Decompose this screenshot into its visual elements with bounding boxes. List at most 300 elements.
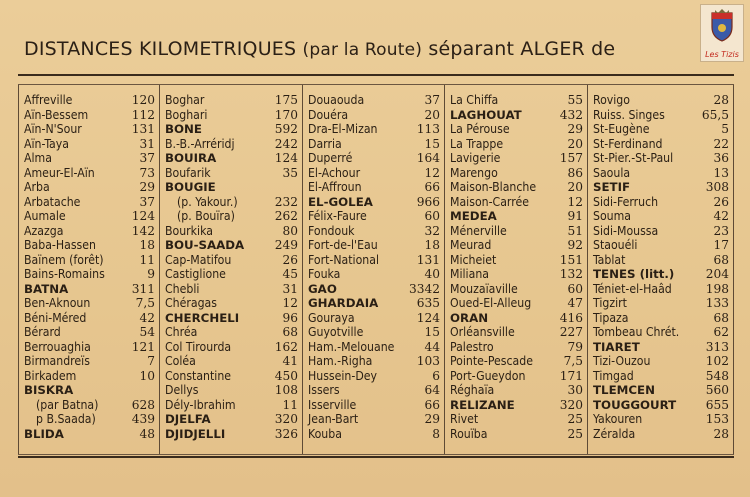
table-row [165, 427, 298, 442]
table-row [593, 325, 729, 340]
distance-km: 37 [424, 93, 440, 107]
table-row [308, 166, 440, 181]
column-1 [18, 85, 159, 454]
town-name: Meurad [450, 238, 492, 252]
distance-km: 592 [274, 122, 298, 136]
table-row [593, 398, 729, 413]
town-name: Boufarik [165, 165, 211, 180]
distance-km: 37 [139, 194, 155, 209]
town-name: El-Achour [308, 165, 361, 180]
table-row [24, 122, 155, 137]
town-name: GAO [308, 281, 337, 296]
table-row [450, 398, 583, 413]
town-name: Darria [308, 136, 342, 151]
table-row [165, 311, 298, 326]
town-name: El-Affroun [308, 180, 362, 194]
distance-km: 40 [424, 267, 440, 281]
distance-km: 73 [139, 165, 155, 180]
table-row [593, 137, 729, 152]
table-row [593, 166, 729, 181]
distance-km: 12 [282, 296, 298, 310]
table-row [24, 282, 155, 297]
town-name: Rivet [450, 412, 479, 426]
distance-km: 31 [139, 136, 155, 151]
table-row [165, 93, 298, 108]
town-name: Zéralda [593, 426, 636, 441]
crest-logo [700, 4, 744, 62]
distance-km: 20 [424, 107, 440, 122]
distance-km: 8 [432, 426, 440, 441]
table-row [165, 383, 298, 398]
town-name: La Chiffa [450, 93, 499, 107]
table-row [24, 398, 155, 413]
table-row [308, 108, 440, 123]
table-row [24, 209, 155, 224]
town-name: Tablat [593, 252, 626, 267]
town-name: Chebli [165, 281, 200, 296]
table-row [165, 325, 298, 340]
table-row [24, 340, 155, 355]
town-name: B.-B.-Arréridj [165, 136, 235, 151]
distance-km: 55 [567, 93, 583, 107]
town-name: Bains-Romains [24, 267, 105, 281]
table-row [450, 412, 583, 427]
town-name: Orléansville [450, 325, 515, 339]
table-row [308, 267, 440, 282]
distance-km: 121 [131, 339, 155, 354]
table-row [593, 369, 729, 384]
distance-km: 26 [713, 194, 729, 209]
table-row [593, 180, 729, 195]
distance-km: 548 [705, 368, 729, 383]
table-row [165, 166, 298, 181]
distance-km: 29 [567, 122, 583, 136]
table-row [450, 325, 583, 340]
town-name: BOU-SAADA [165, 238, 245, 252]
distance-km: 124 [274, 151, 298, 165]
distance-km: 124 [416, 310, 440, 325]
town-name: Lavigerie [450, 151, 501, 165]
table-row [24, 108, 155, 123]
table-row [308, 209, 440, 224]
distance-km: 120 [131, 93, 155, 107]
town-name: Dellys [165, 383, 199, 397]
town-name: Tizi-Ouzou [593, 354, 651, 368]
distance-km: 308 [705, 180, 729, 194]
distance-km: 66 [424, 397, 440, 412]
table-row [165, 267, 298, 282]
table-row [450, 340, 583, 355]
bottom-rule [18, 456, 734, 458]
town-name: Ham.-Melouane [308, 339, 395, 354]
distance-km: 12 [424, 165, 440, 180]
distance-km: 227 [559, 325, 583, 339]
town-name: Issers [308, 383, 340, 397]
distance-km: 7,5 [135, 296, 155, 310]
town-name: Ruiss. Singes [593, 107, 665, 122]
town-name: La Trappe [450, 136, 504, 151]
distance-km: 11 [139, 252, 155, 267]
town-name: Maison-Blanche [450, 180, 537, 194]
table-row [308, 122, 440, 137]
column-5 [587, 85, 734, 454]
table-row [308, 282, 440, 297]
distance-km: 45 [282, 267, 298, 281]
town-name: Téniet-el-Haâd [593, 281, 672, 296]
distance-km: 113 [416, 122, 440, 136]
table-row [24, 238, 155, 253]
town-name: SETIF [593, 180, 631, 194]
distance-km: 966 [416, 194, 440, 209]
town-name: Col Tirourda [165, 339, 232, 354]
distance-km: 20 [567, 180, 583, 194]
distance-km: 96 [282, 310, 298, 325]
table-row [593, 296, 729, 311]
distance-km: 175 [274, 93, 298, 107]
table-row [450, 311, 583, 326]
table-row [24, 93, 155, 108]
town-name: Ham.-Righa [308, 354, 373, 368]
distance-km: 29 [139, 180, 155, 194]
table-row [593, 354, 729, 369]
table-row [165, 195, 298, 210]
distance-km: 142 [131, 223, 155, 238]
distance-km: 17 [713, 238, 729, 252]
table-row [165, 137, 298, 152]
town-name: RELIZANE [450, 397, 515, 412]
table-row [450, 122, 583, 137]
table-row [450, 224, 583, 239]
town-name: Souma [593, 209, 632, 223]
distance-km: 37 [139, 151, 155, 165]
town-name: Ménerville [450, 223, 507, 238]
table-row [308, 93, 440, 108]
distance-km: 102 [705, 354, 729, 368]
table-row [165, 398, 298, 413]
town-name: Fort-de-l'Eau [308, 238, 378, 252]
table-row [308, 253, 440, 268]
town-name: Kouba [308, 426, 342, 441]
town-name: Constantine [165, 368, 232, 383]
town-name: Jean-Bart [308, 412, 359, 426]
distance-km: 12 [567, 194, 583, 209]
distance-km: 86 [567, 165, 583, 180]
table-row [450, 253, 583, 268]
town-name: TLEMCEN [593, 383, 655, 397]
table-row [593, 311, 729, 326]
table-row [24, 195, 155, 210]
table-row [308, 325, 440, 340]
distance-km: 132 [559, 267, 583, 281]
distance-km: 42 [139, 310, 155, 325]
column-3 [302, 85, 444, 454]
table-row [450, 137, 583, 152]
town-name: EL-GOLEA [308, 194, 373, 209]
town-name: Azazga [24, 223, 64, 238]
table-row [450, 151, 583, 166]
town-name: Birkadem [24, 368, 77, 383]
table-row [24, 412, 155, 427]
distance-km: 92 [567, 238, 583, 252]
town-name: GHARDAIA [308, 296, 379, 310]
table-row [450, 195, 583, 210]
distance-km: 242 [274, 136, 298, 151]
town-name: Fondouk [308, 223, 355, 238]
town-name: MEDEA [450, 209, 497, 223]
distance-km: 44 [424, 339, 440, 354]
town-name: Cap-Matifou [165, 252, 232, 267]
table-row [24, 180, 155, 195]
town-name: BATNA [24, 281, 69, 296]
title-middle: (par la Route) [302, 40, 423, 60]
table-row [593, 93, 729, 108]
distance-km: 18 [424, 238, 440, 252]
distance-km: 31 [282, 281, 298, 296]
town-name: DJIDJELLI [165, 426, 226, 441]
table-row [24, 369, 155, 384]
table-row [165, 180, 298, 195]
table-row [165, 340, 298, 355]
table-row [308, 354, 440, 369]
town-name: Rouïba [450, 426, 488, 441]
distance-km: 41 [282, 354, 298, 368]
table-row [24, 296, 155, 311]
distance-km: 65,5 [701, 107, 729, 122]
town-name: Marengo [450, 165, 498, 180]
distance-km: 47 [567, 296, 583, 310]
town-name: Aïn-Taya [24, 136, 69, 151]
table-row [24, 224, 155, 239]
table-row [308, 311, 440, 326]
table-row [593, 108, 729, 123]
town-name: Alma [24, 151, 52, 165]
table-row [450, 383, 583, 398]
distance-km: 3342 [408, 281, 440, 296]
card-title [24, 38, 615, 60]
town-name: Saoula [593, 165, 631, 180]
town-name: Réghaïa [450, 383, 495, 397]
town-name: Tombeau Chrét. [593, 325, 680, 339]
town-name: Pointe-Pescade [450, 354, 533, 368]
table-row [165, 209, 298, 224]
table-row [593, 195, 729, 210]
table-row [24, 253, 155, 268]
distance-km: 635 [416, 296, 440, 310]
distance-km: 313 [705, 339, 729, 354]
table-row [308, 195, 440, 210]
table-row [593, 209, 729, 224]
table-row [593, 267, 729, 282]
table-row [593, 282, 729, 297]
table-row [165, 224, 298, 239]
distance-km: 157 [559, 151, 583, 165]
distance-km: 133 [705, 296, 729, 310]
town-name: Douéra [308, 107, 349, 122]
town-name: Affreville [24, 93, 73, 107]
distance-km: 68 [713, 310, 729, 325]
distance-km: 162 [274, 339, 298, 354]
town-name: Berrouaghia [24, 339, 91, 354]
distance-km: 170 [274, 107, 298, 122]
town-name: Bérard [24, 325, 61, 339]
town-name: Aïn-N'Sour [24, 122, 82, 136]
table-row [593, 383, 729, 398]
town-name: Chréa [165, 325, 198, 339]
table-row [450, 238, 583, 253]
table-row [165, 354, 298, 369]
distance-km: 11 [282, 397, 298, 412]
table-row [24, 354, 155, 369]
distance-km: 164 [416, 151, 440, 165]
distance-km: 131 [131, 122, 155, 136]
table-row [593, 340, 729, 355]
table-row [308, 427, 440, 442]
distance-km: 10 [139, 368, 155, 383]
town-name: Baba-Hassen [24, 238, 96, 252]
town-name: Staouéli [593, 238, 638, 252]
table-row [450, 282, 583, 297]
top-rule [18, 74, 734, 76]
distance-km: 51 [567, 223, 583, 238]
town-name: Micheiet [450, 252, 497, 267]
table-row [24, 166, 155, 181]
table-row [165, 108, 298, 123]
town-name: Maison-Carrée [450, 194, 529, 209]
table-row [450, 209, 583, 224]
town-name: Mouzaïaville [450, 281, 518, 296]
town-name: Ben-Aknoun [24, 296, 91, 310]
distance-km: 60 [567, 281, 583, 296]
town-name: Arbatache [24, 194, 81, 209]
distance-km: 262 [274, 209, 298, 223]
distance-km: 249 [274, 238, 298, 252]
distance-km: 439 [131, 412, 155, 426]
table-row [308, 369, 440, 384]
distance-km: 60 [424, 209, 440, 223]
table-row [308, 137, 440, 152]
table-row [450, 93, 583, 108]
town-name: Birmandreïs [24, 354, 90, 368]
distance-km: 18 [139, 238, 155, 252]
town-name: TOUGGOURT [593, 397, 677, 412]
town-name: Béni-Méred [24, 310, 87, 325]
town-name: St-Ferdinand [593, 136, 663, 151]
town-name: Hussein-Dey [308, 368, 378, 383]
town-name: Port-Gueydon [450, 368, 526, 383]
town-name: ORAN [450, 310, 489, 325]
town-name: Aumale [24, 209, 66, 223]
distance-km: 66 [424, 180, 440, 194]
town-name: Fort-National [308, 252, 380, 267]
table-row [165, 151, 298, 166]
distance-km: 23 [713, 223, 729, 238]
distance-km: 36 [713, 151, 729, 165]
distance-km: 42 [713, 209, 729, 223]
distance-km: 153 [705, 412, 729, 426]
town-name: Tipaza [593, 310, 629, 325]
distance-km: 124 [131, 209, 155, 223]
town-name: BOUIRA [165, 151, 217, 165]
table-row [450, 296, 583, 311]
table-row [308, 151, 440, 166]
distance-km: 25 [567, 412, 583, 426]
distance-km: 131 [416, 252, 440, 267]
distance-km: 15 [424, 325, 440, 339]
distance-km: 320 [274, 412, 298, 426]
table-row [450, 166, 583, 181]
distance-km: 25 [567, 426, 583, 441]
town-name: Aïn-Bessem [24, 107, 89, 122]
distance-km: 326 [274, 426, 298, 441]
table-row [593, 412, 729, 427]
distance-km: 204 [705, 267, 729, 281]
town-name: Chéragas [165, 296, 217, 310]
distance-km: 432 [559, 107, 583, 122]
town-name: Oued-El-Alleug [450, 296, 532, 310]
column-2 [159, 85, 302, 454]
town-name: (p. Bouïra) [177, 209, 235, 223]
town-name: Sidi-Ferruch [593, 194, 659, 209]
distance-km: 64 [424, 383, 440, 397]
town-name: Isserville [308, 397, 357, 412]
town-name: Yakouren [593, 412, 643, 426]
distance-km: 79 [567, 339, 583, 354]
table-row [308, 398, 440, 413]
title-suffix: séparant ALGER de [428, 38, 616, 60]
distance-km: 20 [567, 136, 583, 151]
table-row [24, 137, 155, 152]
table-row [165, 412, 298, 427]
town-name: Félix-Faure [308, 209, 367, 223]
distance-km: 628 [131, 397, 155, 412]
distance-km: 68 [713, 252, 729, 267]
table-row [450, 180, 583, 195]
distance-km: 198 [705, 281, 729, 296]
distance-km: 6 [432, 368, 440, 383]
table-row [24, 383, 155, 398]
distance-km: 416 [559, 310, 583, 325]
distance-km: 9 [147, 267, 155, 281]
table-row [308, 412, 440, 427]
distance-km: 28 [713, 426, 729, 441]
distance-km: 32 [424, 223, 440, 238]
town-name: BONE [165, 122, 202, 136]
table-row [165, 369, 298, 384]
distance-km: 22 [713, 136, 729, 151]
distance-km: 48 [139, 426, 155, 441]
table-row [593, 253, 729, 268]
town-name: DJELFA [165, 412, 211, 426]
distance-km: 655 [705, 397, 729, 412]
table-row [450, 267, 583, 282]
distance-km: 29 [424, 412, 440, 426]
table-row [165, 122, 298, 137]
distance-km: 232 [274, 194, 298, 209]
town-name: Tigzirt [593, 296, 627, 310]
town-name: Guyotville [308, 325, 364, 339]
distance-km: 108 [274, 383, 298, 397]
town-name: Ameur-El-Aïn [24, 165, 95, 180]
table-row [593, 122, 729, 137]
town-name: TENES (litt.) [593, 267, 675, 281]
table-row [24, 427, 155, 442]
title-prefix: DISTANCES KILOMETRIQUES [24, 38, 297, 60]
distance-km: 112 [131, 107, 155, 122]
table-row [308, 224, 440, 239]
distance-km: 15 [424, 136, 440, 151]
town-name: Miliana [450, 267, 489, 281]
town-name: Dély-Ibrahim [165, 397, 236, 412]
